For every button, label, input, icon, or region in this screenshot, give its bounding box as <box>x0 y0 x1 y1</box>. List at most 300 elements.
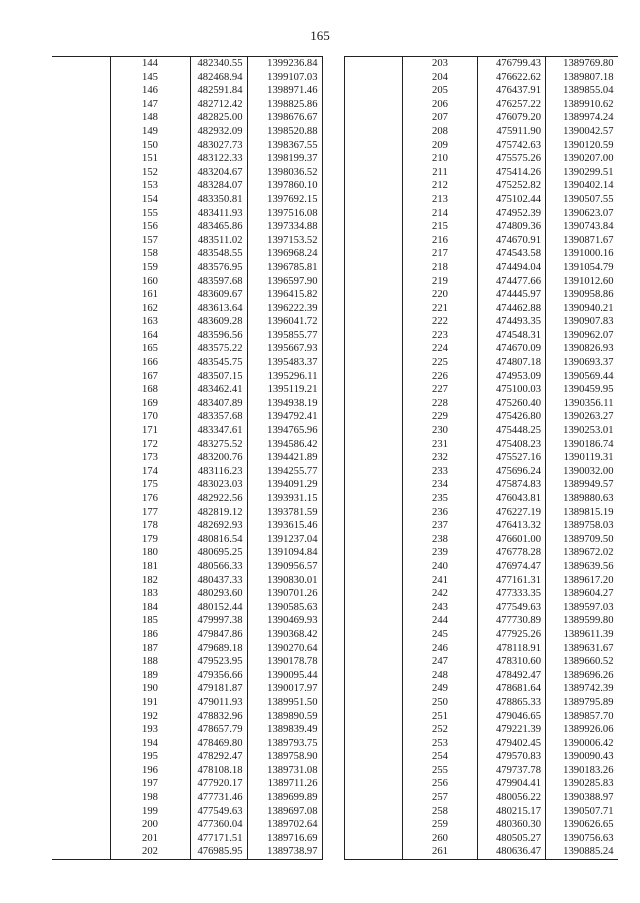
y-coordinate-cell: 1390178.78 <box>267 656 318 668</box>
blank-cell <box>345 696 403 710</box>
y-coordinate-cell: 1389611.39 <box>563 628 614 640</box>
table-row <box>345 655 618 669</box>
point-number-cell: 190 <box>110 682 190 696</box>
point-number-cell: 163 <box>110 315 190 329</box>
blank-cell <box>345 845 403 859</box>
point-number-cell: 230 <box>403 424 478 438</box>
point-number-cell: 229 <box>403 410 478 424</box>
point-number-cell: 253 <box>403 737 478 751</box>
blank-cell <box>345 288 403 302</box>
y-coordinate-cell: 1394765.96 <box>267 425 318 437</box>
x-coordinate-cell: 474809.36 <box>478 220 546 234</box>
blank-cell <box>345 152 403 166</box>
point-number-cell: 170 <box>110 410 190 424</box>
blank-cell <box>52 410 110 424</box>
x-coordinate-cell: 483507.15 <box>190 370 247 384</box>
table-row <box>345 410 618 424</box>
y-coordinate-cell: 1390119.31 <box>563 452 614 464</box>
point-number-cell: 214 <box>403 207 478 221</box>
y-coordinate-cell: 1395119.21 <box>267 384 318 396</box>
blank-cell <box>52 275 110 289</box>
point-number-cell: 149 <box>110 125 190 139</box>
x-coordinate-cell: 474493.35 <box>478 315 546 329</box>
blank-cell <box>52 614 110 628</box>
blank-cell <box>345 723 403 737</box>
blank-cell <box>52 506 110 520</box>
blank-cell <box>345 574 403 588</box>
x-coordinate-cell: 476413.32 <box>478 519 546 533</box>
table-row <box>52 723 322 737</box>
table-row <box>52 261 322 275</box>
blank-cell <box>345 329 403 343</box>
x-coordinate-cell: 482819.12 <box>190 506 247 520</box>
point-number-cell: 216 <box>403 234 478 248</box>
x-coordinate-cell: 476257.22 <box>478 98 546 112</box>
blank-cell <box>52 98 110 112</box>
point-number-cell: 161 <box>110 288 190 302</box>
blank-cell <box>345 492 403 506</box>
y-coordinate-cell: 1390006.42 <box>563 737 614 749</box>
blank-cell <box>345 533 403 547</box>
blank-cell <box>345 764 403 778</box>
blank-cell <box>345 397 403 411</box>
x-coordinate-cell: 479737.78 <box>478 764 546 778</box>
x-coordinate-cell: 483465.86 <box>190 220 247 234</box>
point-number-cell: 155 <box>110 207 190 221</box>
x-coordinate-cell: 475575.26 <box>478 152 546 166</box>
x-coordinate-cell: 483116.23 <box>190 465 247 479</box>
point-number-cell: 224 <box>403 342 478 356</box>
blank-cell <box>52 845 110 859</box>
blank-cell <box>52 574 110 588</box>
table-row <box>345 832 618 846</box>
table-row <box>345 506 618 520</box>
y-coordinate-cell: 1390956.57 <box>267 560 318 572</box>
x-coordinate-cell: 478118.91 <box>478 642 546 656</box>
coordinate-table-right <box>344 56 618 860</box>
y-coordinate-cell: 1397153.52 <box>267 234 318 246</box>
x-coordinate-cell: 475911.90 <box>478 125 546 139</box>
table-row <box>52 193 322 207</box>
point-number-cell: 217 <box>403 247 478 261</box>
blank-cell <box>345 682 403 696</box>
table-row <box>52 329 322 343</box>
x-coordinate-cell: 474445.97 <box>478 288 546 302</box>
blank-cell <box>52 356 110 370</box>
x-coordinate-cell: 475874.83 <box>478 478 546 492</box>
point-number-cell: 231 <box>403 438 478 452</box>
blank-cell <box>345 125 403 139</box>
y-coordinate-cell: 1390507.71 <box>563 805 614 817</box>
blank-cell <box>52 193 110 207</box>
x-coordinate-cell: 479847.86 <box>190 628 247 642</box>
x-coordinate-cell: 476778.28 <box>478 546 546 560</box>
table-row <box>52 84 322 98</box>
x-coordinate-cell: 480636.47 <box>478 845 546 859</box>
x-coordinate-cell: 480695.25 <box>190 546 247 560</box>
table-row <box>52 370 322 384</box>
blank-cell <box>345 614 403 628</box>
blank-cell <box>345 438 403 452</box>
table-row <box>52 315 322 329</box>
blank-cell <box>52 832 110 846</box>
blank-cell <box>345 805 403 819</box>
table-row <box>52 397 322 411</box>
blank-cell <box>52 329 110 343</box>
blank-cell <box>345 465 403 479</box>
table-row <box>345 601 618 615</box>
y-coordinate-cell: 1394255.77 <box>267 465 318 477</box>
x-coordinate-cell: 482468.94 <box>190 71 247 85</box>
blank-cell <box>52 777 110 791</box>
x-coordinate-cell: 480056.22 <box>478 791 546 805</box>
table-row <box>52 139 322 153</box>
point-number-cell: 191 <box>110 696 190 710</box>
x-coordinate-cell: 479221.39 <box>478 723 546 737</box>
point-number-cell: 152 <box>110 166 190 180</box>
y-coordinate-cell: 1390090.43 <box>563 751 614 763</box>
table-row <box>52 546 322 560</box>
y-coordinate-cell: 1390830.01 <box>267 574 318 586</box>
x-coordinate-cell: 475100.03 <box>478 383 546 397</box>
table-row <box>345 356 618 370</box>
x-coordinate-cell: 483357.68 <box>190 410 247 424</box>
table-row <box>52 655 322 669</box>
x-coordinate-cell: 482692.93 <box>190 519 247 533</box>
point-number-cell: 144 <box>110 57 190 71</box>
table-row <box>52 750 322 764</box>
y-coordinate-cell: 1389839.49 <box>267 724 318 736</box>
table-row <box>345 275 618 289</box>
point-number-cell: 178 <box>110 519 190 533</box>
x-coordinate-cell: 477171.51 <box>190 832 247 846</box>
y-coordinate-cell: 1390186.74 <box>563 438 614 450</box>
table-row <box>345 261 618 275</box>
x-coordinate-cell: 477920.17 <box>190 777 247 791</box>
point-number-cell: 182 <box>110 574 190 588</box>
blank-cell <box>52 370 110 384</box>
x-coordinate-cell: 483548.55 <box>190 247 247 261</box>
point-number-cell: 192 <box>110 710 190 724</box>
x-coordinate-cell: 479570.83 <box>478 750 546 764</box>
y-coordinate-cell: 1390270.64 <box>267 642 318 654</box>
blank-cell <box>52 220 110 234</box>
x-coordinate-cell: 476622.62 <box>478 71 546 85</box>
blank-cell <box>345 302 403 316</box>
x-coordinate-cell: 483576.95 <box>190 261 247 275</box>
blank-cell <box>52 111 110 125</box>
point-number-cell: 147 <box>110 98 190 112</box>
x-coordinate-cell: 476985.95 <box>190 845 247 859</box>
point-number-cell: 202 <box>110 845 190 859</box>
point-number-cell: 172 <box>110 438 190 452</box>
table-row <box>52 614 322 628</box>
y-coordinate-cell: 1394091.29 <box>267 479 318 491</box>
table-row <box>345 315 618 329</box>
point-number-cell: 159 <box>110 261 190 275</box>
y-coordinate-cell: 1389742.39 <box>563 683 614 695</box>
x-coordinate-cell: 479046.65 <box>478 710 546 724</box>
y-coordinate-cell: 1395667.93 <box>267 343 318 355</box>
y-coordinate-cell: 1390017.97 <box>267 683 318 695</box>
table-row <box>52 574 322 588</box>
table-row <box>345 438 618 452</box>
x-coordinate-cell: 475408.23 <box>478 438 546 452</box>
x-coordinate-cell: 483613.64 <box>190 302 247 316</box>
table-row <box>345 152 618 166</box>
x-coordinate-cell: 479904.41 <box>478 777 546 791</box>
x-coordinate-cell: 482922.56 <box>190 492 247 506</box>
table-row <box>52 410 322 424</box>
blank-cell <box>345 356 403 370</box>
point-number-cell: 148 <box>110 111 190 125</box>
table-row <box>52 737 322 751</box>
blank-cell <box>345 111 403 125</box>
point-number-cell: 235 <box>403 492 478 506</box>
y-coordinate-cell: 1398825.86 <box>267 98 318 110</box>
y-coordinate-cell: 1399107.03 <box>267 71 318 83</box>
point-number-cell: 251 <box>403 710 478 724</box>
x-coordinate-cell: 479402.45 <box>478 737 546 751</box>
blank-cell <box>345 383 403 397</box>
point-number-cell: 168 <box>110 383 190 397</box>
blank-cell <box>52 642 110 656</box>
table-row <box>345 302 618 316</box>
table-row <box>345 98 618 112</box>
point-number-cell: 183 <box>110 587 190 601</box>
point-number-cell: 242 <box>403 587 478 601</box>
blank-cell <box>52 587 110 601</box>
table-row <box>345 764 618 778</box>
point-number-cell: 156 <box>110 220 190 234</box>
blank-cell <box>52 234 110 248</box>
y-coordinate-cell: 1397692.15 <box>267 193 318 205</box>
table-row <box>52 179 322 193</box>
point-number-cell: 199 <box>110 805 190 819</box>
y-coordinate-cell: 1390743.84 <box>563 221 614 233</box>
x-coordinate-cell: 480566.33 <box>190 560 247 574</box>
y-coordinate-cell: 1390585.63 <box>267 601 318 613</box>
point-number-cell: 252 <box>403 723 478 737</box>
table-row <box>345 560 618 574</box>
blank-cell <box>52 818 110 832</box>
point-number-cell: 157 <box>110 234 190 248</box>
table-row <box>345 723 618 737</box>
y-coordinate-cell: 1389815.19 <box>563 506 614 518</box>
blank-cell <box>345 587 403 601</box>
x-coordinate-cell: 478292.47 <box>190 750 247 764</box>
table-row <box>52 111 322 125</box>
table-row <box>345 125 618 139</box>
point-number-cell: 247 <box>403 655 478 669</box>
y-coordinate-cell: 1389731.08 <box>267 764 318 776</box>
blank-cell <box>52 737 110 751</box>
y-coordinate-cell: 1389880.63 <box>563 493 614 504</box>
point-number-cell: 226 <box>403 370 478 384</box>
x-coordinate-cell: 482825.00 <box>190 111 247 125</box>
point-number-cell: 258 <box>403 805 478 819</box>
y-coordinate-cell: 1389699.89 <box>267 792 318 804</box>
table-row <box>345 574 618 588</box>
blank-cell <box>52 125 110 139</box>
table-row <box>345 533 618 547</box>
x-coordinate-cell: 483122.33 <box>190 152 247 166</box>
x-coordinate-cell: 479011.93 <box>190 696 247 710</box>
table-row <box>345 750 618 764</box>
blank-cell <box>345 139 403 153</box>
blank-cell <box>52 533 110 547</box>
x-coordinate-cell: 480505.27 <box>478 832 546 846</box>
x-coordinate-cell: 479181.87 <box>190 682 247 696</box>
point-number-cell: 243 <box>403 601 478 615</box>
y-coordinate-cell: 1395855.77 <box>267 329 318 341</box>
y-coordinate-cell: 1390626.65 <box>563 819 614 831</box>
table-row <box>345 791 618 805</box>
table-row <box>345 777 618 791</box>
blank-cell <box>52 342 110 356</box>
y-coordinate-cell: 1399236.84 <box>267 58 318 69</box>
blank-cell <box>345 832 403 846</box>
y-coordinate-cell: 1389599.80 <box>563 615 614 627</box>
x-coordinate-cell: 478310.60 <box>478 655 546 669</box>
table-row <box>52 791 322 805</box>
y-coordinate-cell: 1393931.15 <box>267 493 318 504</box>
y-coordinate-cell: 1390032.00 <box>563 465 614 477</box>
x-coordinate-cell: 477161.31 <box>478 574 546 588</box>
page-number: 165 <box>310 28 330 43</box>
y-coordinate-cell: 1390871.67 <box>563 234 614 246</box>
y-coordinate-cell: 1394792.41 <box>267 411 318 423</box>
table-row <box>52 478 322 492</box>
point-number-cell: 169 <box>110 397 190 411</box>
y-coordinate-cell: 1389910.62 <box>563 98 614 110</box>
blank-cell <box>52 791 110 805</box>
table-row <box>52 628 322 642</box>
y-coordinate-cell: 1390459.95 <box>563 384 614 396</box>
point-number-cell: 259 <box>403 818 478 832</box>
y-coordinate-cell: 1389855.04 <box>563 85 614 97</box>
x-coordinate-cell: 483275.52 <box>190 438 247 452</box>
point-number-cell: 193 <box>110 723 190 737</box>
table-row <box>52 764 322 778</box>
table-row <box>52 125 322 139</box>
table-row <box>345 139 618 153</box>
x-coordinate-cell: 483511.02 <box>190 234 247 248</box>
x-coordinate-cell: 479997.38 <box>190 614 247 628</box>
point-number-cell: 151 <box>110 152 190 166</box>
y-coordinate-cell: 1390469.93 <box>267 615 318 627</box>
x-coordinate-cell: 474670.09 <box>478 342 546 356</box>
table-row <box>52 601 322 615</box>
point-number-cell: 167 <box>110 370 190 384</box>
table-row <box>52 560 322 574</box>
table-row <box>52 465 322 479</box>
point-number-cell: 207 <box>403 111 478 125</box>
table-row <box>52 342 322 356</box>
x-coordinate-cell: 480293.60 <box>190 587 247 601</box>
y-coordinate-cell: 1390826.93 <box>563 343 614 355</box>
y-coordinate-cell: 1390253.01 <box>563 425 614 437</box>
point-number-cell: 227 <box>403 383 478 397</box>
y-coordinate-cell: 1393615.46 <box>267 520 318 532</box>
point-number-cell: 165 <box>110 342 190 356</box>
y-coordinate-cell: 1390120.59 <box>563 139 614 151</box>
point-number-cell: 255 <box>403 764 478 778</box>
table-row <box>52 424 322 438</box>
x-coordinate-cell: 475696.24 <box>478 465 546 479</box>
blank-cell <box>345 71 403 85</box>
table-row <box>52 845 322 859</box>
blank-cell <box>52 315 110 329</box>
coordinate-table-left <box>52 56 323 860</box>
table-row <box>345 329 618 343</box>
y-coordinate-cell: 1391054.79 <box>563 261 614 273</box>
point-number-cell: 201 <box>110 832 190 846</box>
blank-cell <box>52 519 110 533</box>
y-coordinate-cell: 1389758.03 <box>563 520 614 532</box>
point-number-cell: 166 <box>110 356 190 370</box>
point-number-cell: 203 <box>403 57 478 71</box>
y-coordinate-cell: 1398199.37 <box>267 153 318 165</box>
table-row <box>345 478 618 492</box>
point-number-cell: 254 <box>403 750 478 764</box>
point-number-cell: 234 <box>403 478 478 492</box>
blank-cell <box>345 628 403 642</box>
x-coordinate-cell: 477549.63 <box>478 601 546 615</box>
table-row <box>52 669 322 683</box>
point-number-cell: 164 <box>110 329 190 343</box>
point-number-cell: 260 <box>403 832 478 846</box>
point-number-cell: 233 <box>403 465 478 479</box>
y-coordinate-cell: 1389769.80 <box>563 58 614 69</box>
table-row <box>52 275 322 289</box>
blank-cell <box>345 642 403 656</box>
y-coordinate-cell: 1389951.50 <box>267 696 318 708</box>
table-row <box>345 111 618 125</box>
table-row <box>345 370 618 384</box>
table-row <box>52 152 322 166</box>
point-number-cell: 244 <box>403 614 478 628</box>
point-number-cell: 248 <box>403 669 478 683</box>
x-coordinate-cell: 482591.84 <box>190 84 247 98</box>
table-row <box>52 383 322 397</box>
y-coordinate-cell: 1398036.52 <box>267 166 318 178</box>
table-row <box>52 492 322 506</box>
y-coordinate-cell: 1390693.37 <box>563 357 614 369</box>
x-coordinate-cell: 483596.56 <box>190 329 247 343</box>
blank-cell <box>345 179 403 193</box>
blank-cell <box>345 506 403 520</box>
y-coordinate-cell: 1389793.75 <box>267 737 318 749</box>
x-coordinate-cell: 477333.35 <box>478 587 546 601</box>
x-coordinate-cell: 480816.54 <box>190 533 247 547</box>
blank-cell <box>52 764 110 778</box>
blank-cell <box>345 737 403 751</box>
point-number-cell: 249 <box>403 682 478 696</box>
y-coordinate-cell: 1390940.21 <box>563 302 614 314</box>
point-number-cell: 187 <box>110 642 190 656</box>
point-number-cell: 197 <box>110 777 190 791</box>
point-number-cell: 236 <box>403 506 478 520</box>
table-row <box>52 71 322 85</box>
x-coordinate-cell: 478469.80 <box>190 737 247 751</box>
table-row <box>345 166 618 180</box>
y-coordinate-cell: 1390285.83 <box>563 778 614 790</box>
x-coordinate-cell: 482932.09 <box>190 125 247 139</box>
y-coordinate-cell: 1389974.24 <box>563 112 614 124</box>
y-coordinate-cell: 1398971.46 <box>267 85 318 97</box>
y-coordinate-cell: 1389639.56 <box>563 560 614 572</box>
